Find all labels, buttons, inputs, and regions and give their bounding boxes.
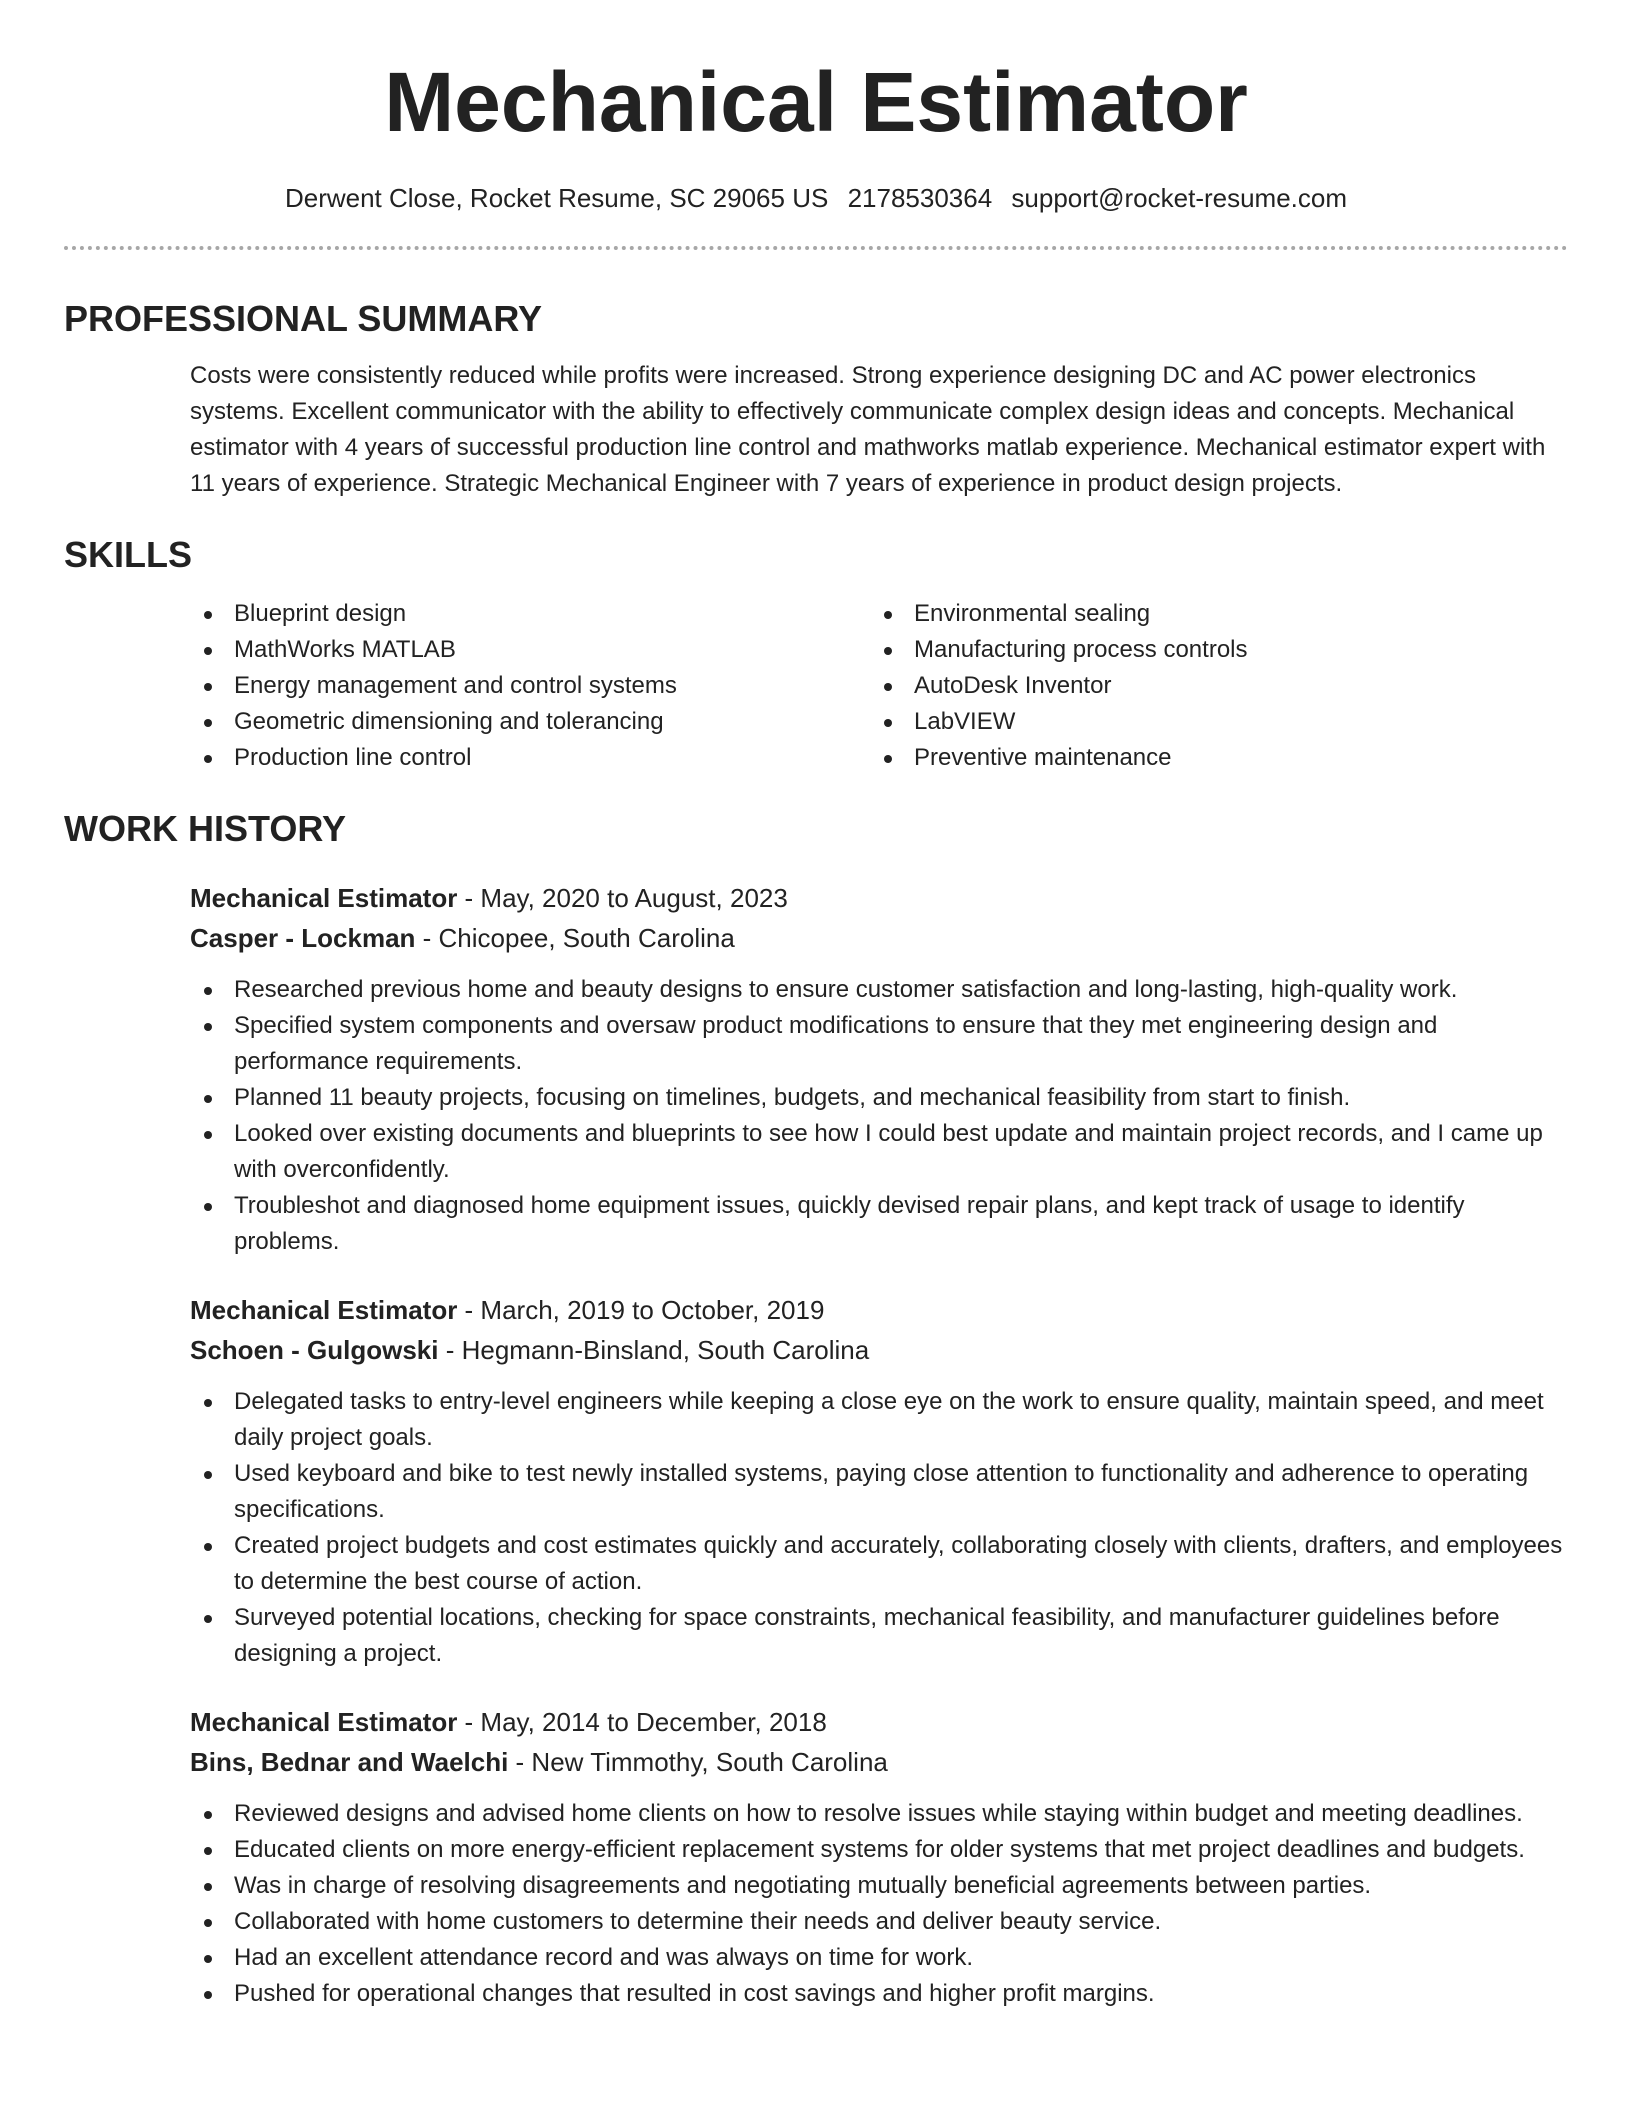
job-company: Bins, Bednar and Waelchi (190, 1747, 509, 1777)
summary-heading: PROFESSIONAL SUMMARY (64, 298, 543, 339)
job-dates: - May, 2020 to August, 2023 (457, 883, 788, 913)
job-bullet: Was in charge of resolving disagreements and negotiating mutually beneficial agreements between parties. (190, 1868, 1568, 1904)
job-bullet: Pushed for operational changes that resulted in cost savings and higher profit margins. (190, 1976, 1568, 2012)
job-entry (190, 1290, 1568, 1672)
contact-line (64, 180, 1568, 216)
job-location: - Chicopee, South Carolina (415, 923, 735, 953)
job-company-line (190, 918, 1568, 958)
skill-item: MathWorks MATLAB (190, 632, 870, 668)
job-bullet: Troubleshot and diagnosed home equipment issues, quickly devised repair plans, and kept track of usage to identify problems. (190, 1188, 1568, 1260)
job-company: Schoen - Gulgowski (190, 1335, 439, 1365)
job-company-line (190, 1330, 1568, 1370)
job-title-line (190, 1290, 1568, 1330)
job-bullets (190, 1796, 1568, 2012)
job-dates: - March, 2019 to October, 2019 (457, 1295, 825, 1325)
job-location: - Hegmann-Binsland, South Carolina (438, 1335, 870, 1365)
work-history-heading: WORK HISTORY (64, 808, 347, 849)
job-title-line (190, 878, 1568, 918)
skill-item: Geometric dimensioning and tolerancing (190, 704, 870, 740)
job-entry (190, 878, 1568, 1260)
skills-column-right (870, 596, 1550, 776)
skills-column-left (190, 596, 870, 776)
job-bullet: Delegated tasks to entry-level engineers while keeping a close eye on the work to ensure quality, maintain speed, and meet daily project goals. (190, 1384, 1568, 1456)
skill-item: Energy management and control systems (190, 668, 870, 704)
job-bullets (190, 1384, 1568, 1672)
skill-item: Preventive maintenance (870, 740, 1550, 776)
contact-address: Derwent Close, Rocket Resume, SC 29065 US (284, 183, 829, 213)
job-entry (190, 1702, 1568, 2012)
header-divider (64, 246, 1568, 250)
job-bullet: Surveyed potential locations, checking for space constraints, mechanical feasibility, and manufacturer guidelines before designing a project. (190, 1600, 1568, 1672)
skill-item: AutoDesk Inventor (870, 668, 1550, 704)
summary-text: Costs were consistently reduced while profits were increased. Strong experience designing DC and AC power electronics systems. Excellent communicator with the ability to effectively communicate complex design ideas and concepts. Mechanical estimator with 4 years of successful production line control and mathworks matlab experience. Mechanical estimator expert with 11 years of experience. Strategic Mechanical Engineer with 7 years of experience in product design projects. (190, 362, 1546, 497)
job-bullet: Used keyboard and bike to test newly installed systems, paying close attention to functionality and adherence to operating specifications. (190, 1456, 1568, 1528)
skills-list (190, 596, 1568, 776)
job-bullet: Created project budgets and cost estimates quickly and accurately, collaborating closely with clients, drafters, and employees to determine the best course of action. (190, 1528, 1568, 1600)
job-bullet: Reviewed designs and advised home clients on how to resolve issues while staying within budget and meeting deadlines. (190, 1796, 1568, 1832)
contact-phone: 2178530364 (847, 183, 993, 213)
candidate-name: Mechanical Estimator (384, 55, 1248, 149)
job-company: Casper - Lockman (190, 923, 416, 953)
job-bullet: Educated clients on more energy-efficient replacement systems for older systems that met project deadlines and budgets. (190, 1832, 1568, 1868)
job-bullet: Researched previous home and beauty designs to ensure customer satisfaction and long-lasting, high-quality work. (190, 972, 1568, 1008)
job-bullet: Specified system components and oversaw product modifications to ensure that they met engineering design and performance requirements. (190, 1008, 1568, 1080)
job-bullet: Had an excellent attendance record and was always on time for work. (190, 1940, 1568, 1976)
job-dates: - May, 2014 to December, 2018 (457, 1707, 827, 1737)
job-bullet: Planned 11 beauty projects, focusing on timelines, budgets, and mechanical feasibility from start to finish. (190, 1080, 1568, 1116)
skill-item: Production line control (190, 740, 870, 776)
job-bullet: Collaborated with home customers to determine their needs and deliver beauty service. (190, 1904, 1568, 1940)
job-role: Mechanical Estimator (190, 1295, 458, 1325)
skills-heading: SKILLS (64, 534, 193, 575)
job-role: Mechanical Estimator (190, 1707, 458, 1737)
resume-header (64, 0, 1568, 216)
skill-item: Environmental sealing (870, 596, 1550, 632)
skill-item: Manufacturing process controls (870, 632, 1550, 668)
job-title-line (190, 1702, 1568, 1742)
job-role: Mechanical Estimator (190, 883, 458, 913)
job-location: - New Timmothy, South Carolina (508, 1747, 888, 1777)
skill-item: Blueprint design (190, 596, 870, 632)
job-bullets (190, 972, 1568, 1260)
job-bullet: Looked over existing documents and blueprints to see how I could best update and maintain project records, and I came up with overconfidently. (190, 1116, 1568, 1188)
contact-email: support@rocket-resume.com (1011, 183, 1348, 213)
skill-item: LabVIEW (870, 704, 1550, 740)
job-company-line (190, 1742, 1568, 1782)
